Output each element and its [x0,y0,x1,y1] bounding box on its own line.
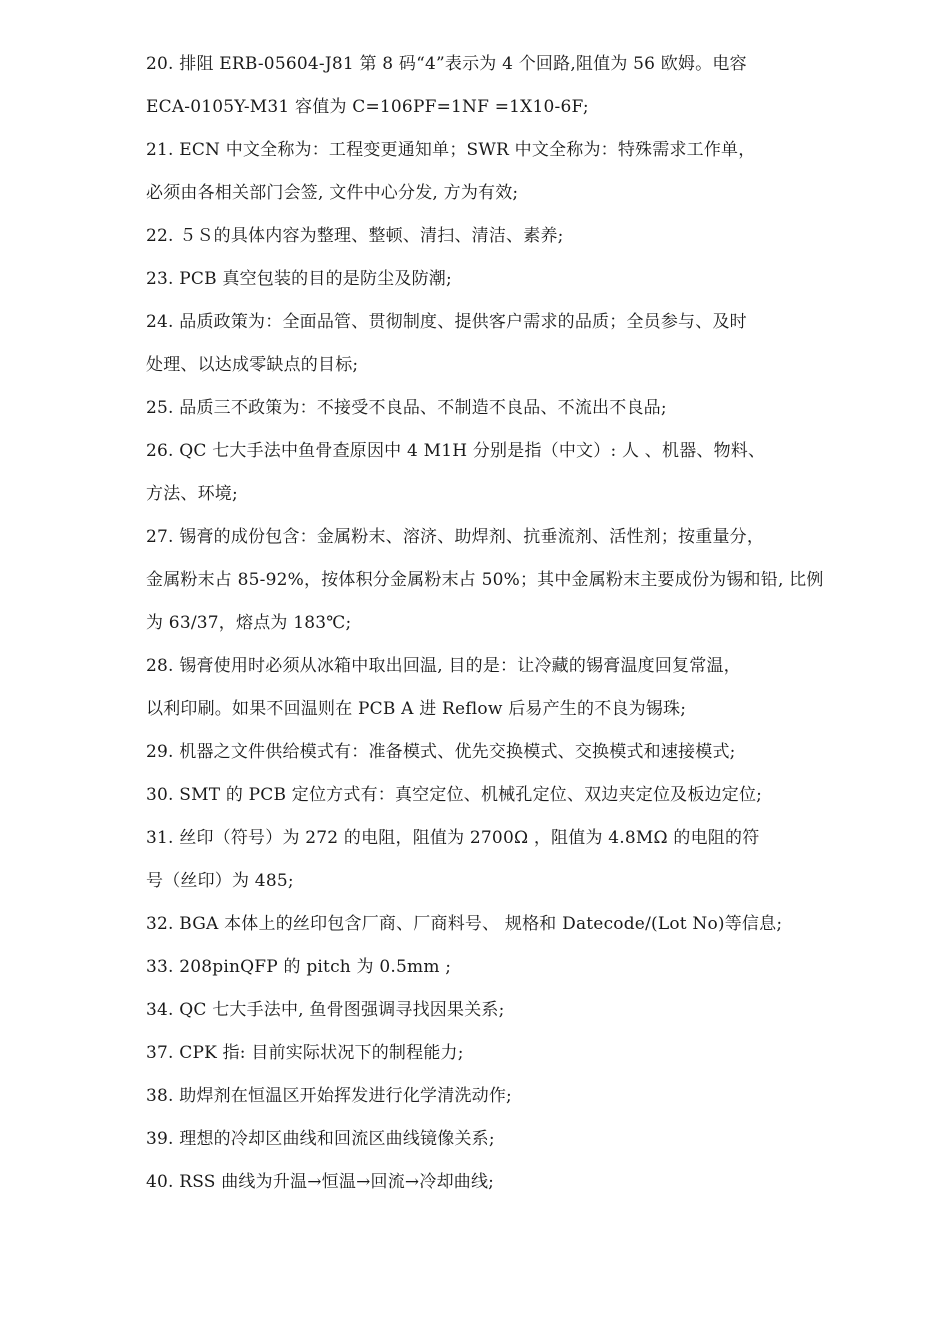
text-line: 号（丝印）为 485; [146,871,294,891]
text-line: 22. ５Ｓ的具体内容为整理、整顿、清扫、清洁、素养; [146,226,564,246]
text-line: 25. 品质三不政策为：不接受不良品、不制造不良品、不流出不良品; [146,398,667,418]
text-line: 37. CPK 指: 目前实际状况下的制程能力; [146,1043,464,1063]
text-line: 32. BGA 本体上的丝印包含厂商、厂商料号、 规格和 Datecode/(Lot No)等信息; [146,914,783,934]
text-line: 方法、环境; [146,484,238,504]
text-line: 23. PCB 真空包装的目的是防尘及防潮; [146,269,452,289]
text-line: 34. QC 七大手法中, 鱼骨图强调寻找因果关系; [146,1000,505,1020]
text-line: 30. SMT 的 PCB 定位方式有：真空定位、机械孔定位、双边夹定位及板边定位; [146,785,763,805]
text-line: 金属粉末占 85-92%，按体积分金属粉末占 50%；其中金属粉末主要成份为锡和铅, 比例 [146,570,824,590]
text-line: 必须由各相关部门会签, 文件中心分发, 方为有效; [146,183,519,203]
text-line: 24. 品质政策为：全面品管、贯彻制度、提供客户需求的品质；全员参与、及时 [146,312,747,332]
text-line: 处理、以达成零缺点的目标; [146,355,359,375]
text-line: 为 63/37，熔点为 183℃; [146,613,352,633]
text-line: 40. RSS 曲线为升温→恒温→回流→冷却曲线; [146,1172,495,1192]
text-line: 26. QC 七大手法中鱼骨查原因中 4 M1H 分别是指（中文）: 人 、机器、物料、 [146,441,766,461]
text-line: 20. 排阻 ERB-05604-J81 第 8 码“4”表示为 4 个回路,阻值为 56 欧姆。电容 [146,54,747,74]
text-line: 27. 锡膏的成份包含：金属粉末、溶济、助焊剂、抗垂流剂、活性剂；按重量分， [146,527,765,547]
text-line: 28. 锡膏使用时必须从冰箱中取出回温, 目的是：让冷藏的锡膏温度回复常温， [146,656,741,676]
text-line: 29. 机器之文件供给模式有：准备模式、优先交换模式、交换模式和速接模式; [146,742,736,762]
text-line: 以利印刷。如果不回温则在 PCB A 进 Reflow 后易产生的不良为锡珠; [146,699,687,719]
text-line: 39. 理想的冷却区曲线和回流区曲线镜像关系; [146,1129,495,1149]
text-line: 38. 助焊剂在恒温区开始挥发进行化学清洗动作; [146,1086,512,1106]
text-line: ECA-0105Y-M31 容值为 C=106PF=1NF =1X10-6F; [146,97,589,117]
text-line: 33. 208pinQFP 的 pitch 为 0.5mm ; [146,957,452,977]
text-line: 31. 丝印（符号）为 272 的电阻，阻值为 2700Ω ，阻值为 4.8MΩ 的电阻的符 [146,828,760,848]
text-line: 21. ECN 中文全称为：工程变更通知单；SWR 中文全称为：特殊需求工作单， [146,140,756,160]
